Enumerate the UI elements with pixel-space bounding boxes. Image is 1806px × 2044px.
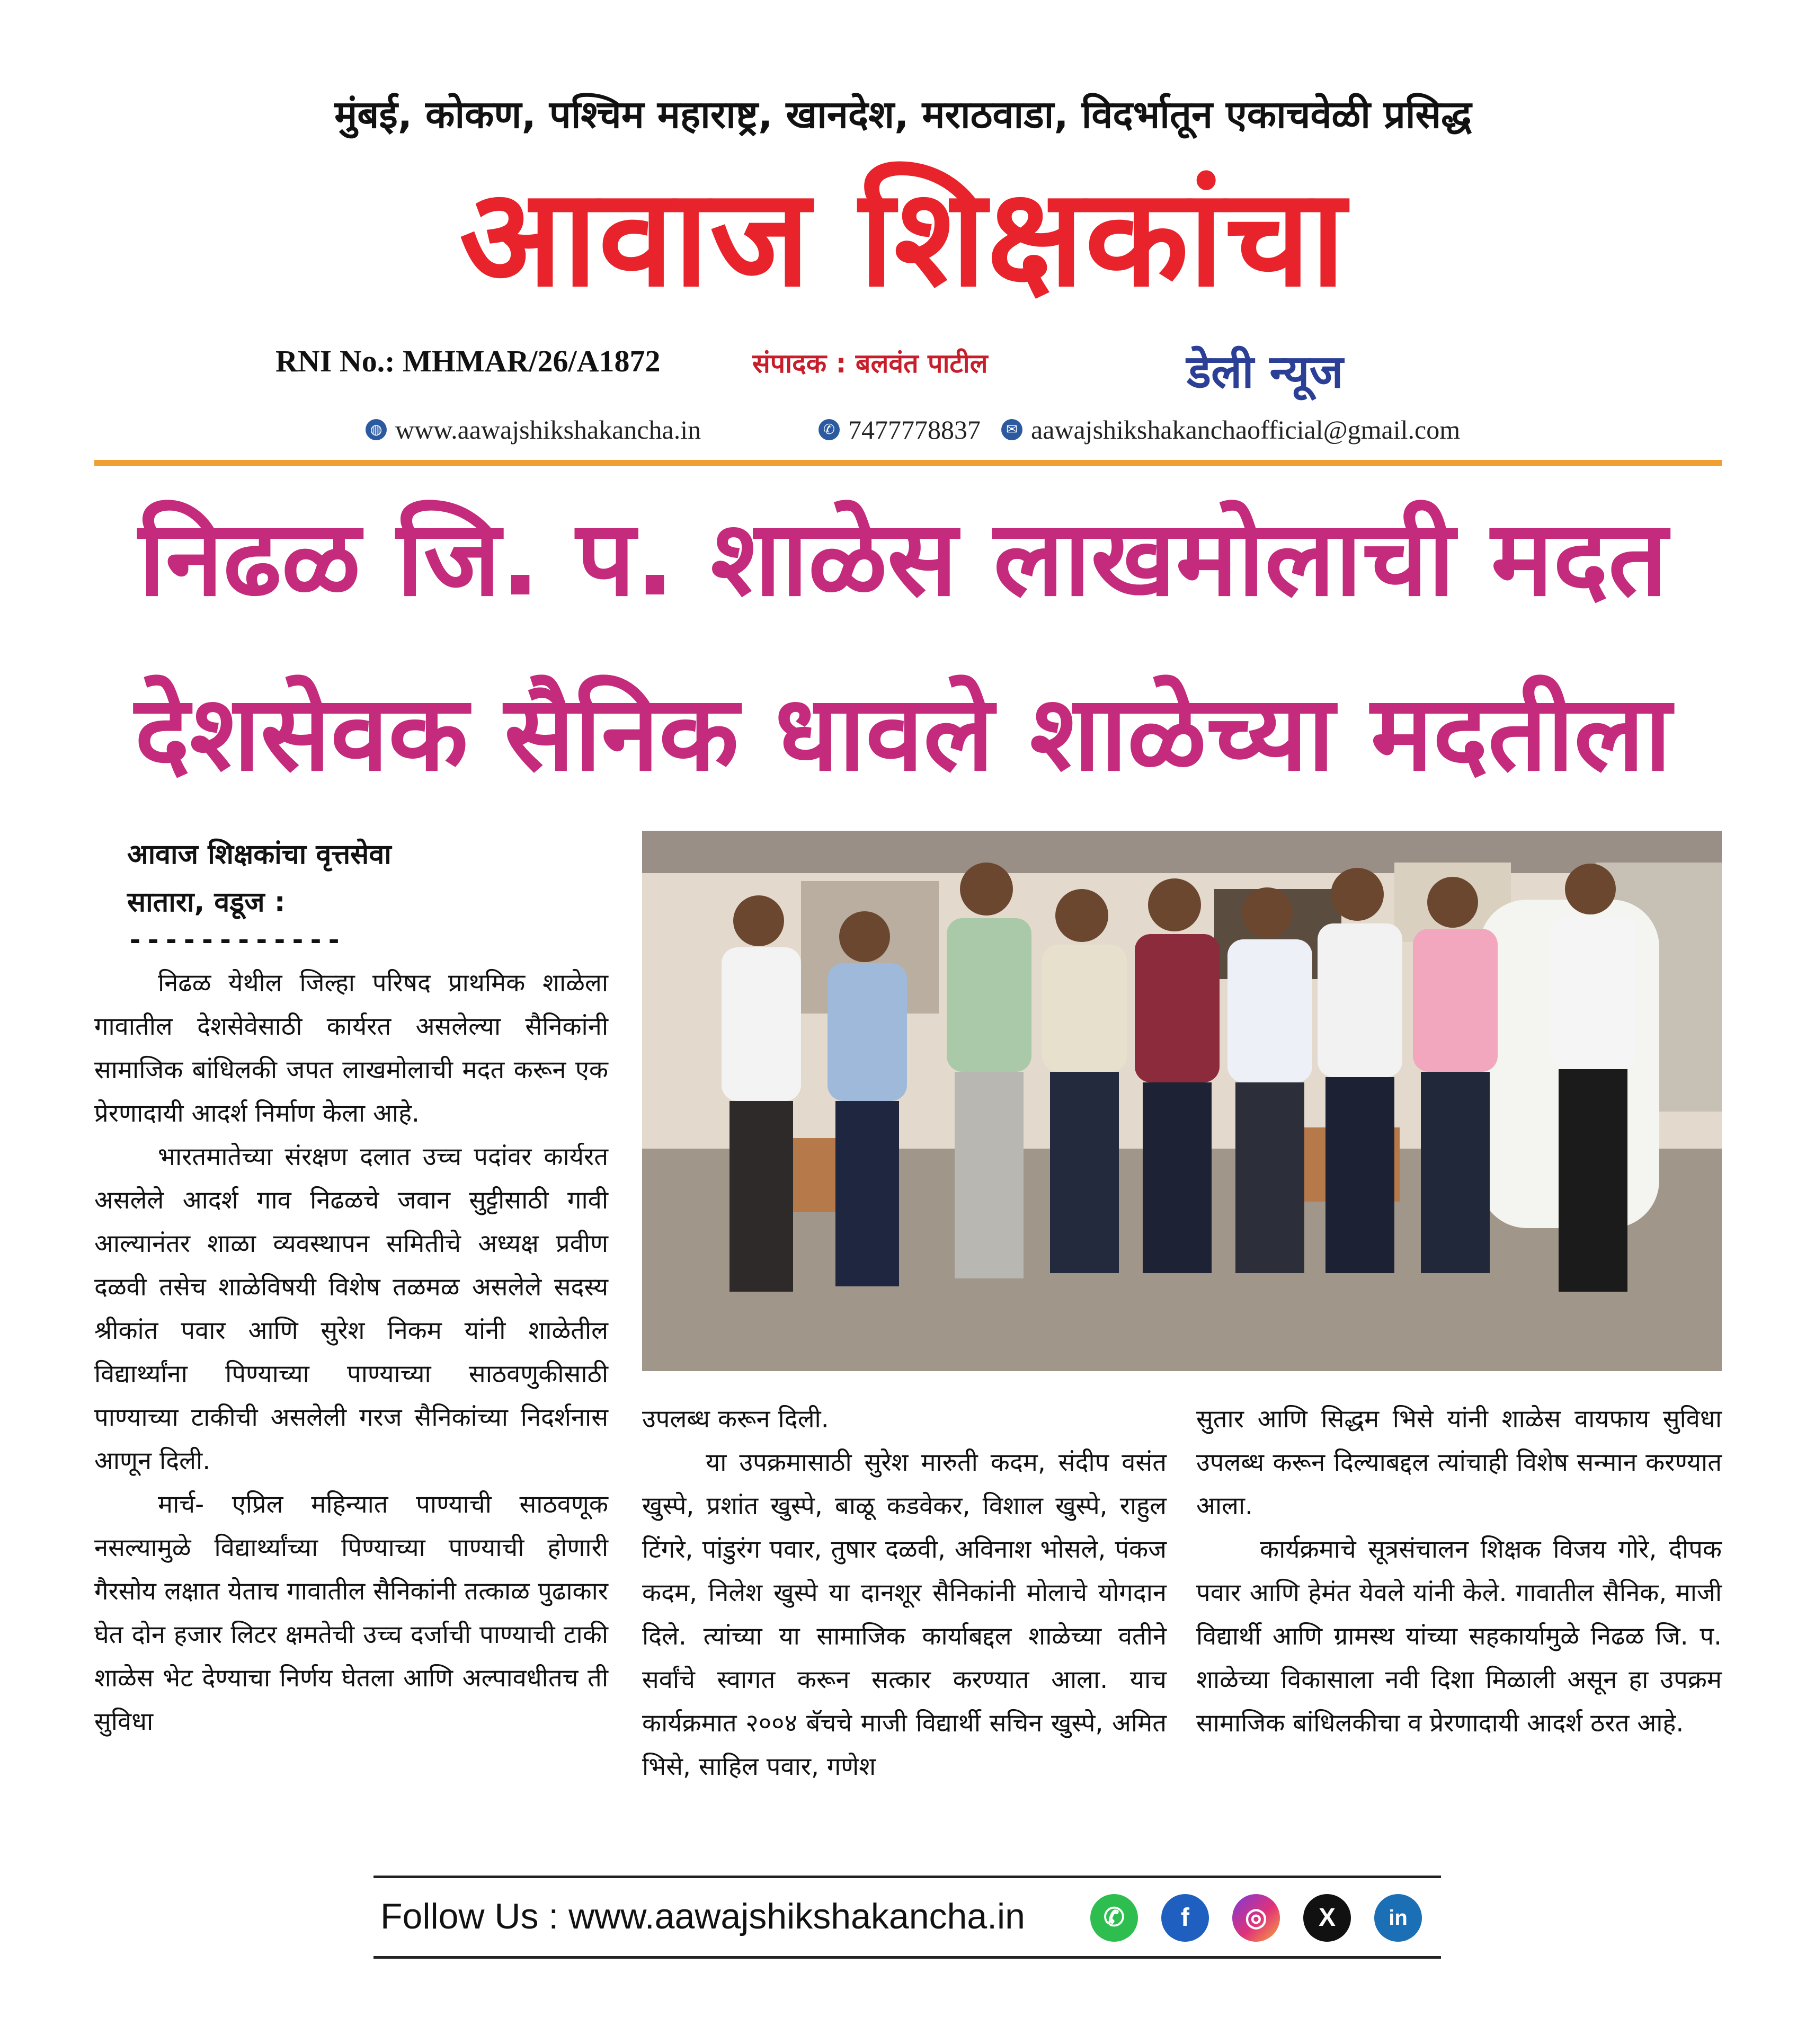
- whatsapp-icon[interactable]: ✆: [1090, 1894, 1138, 1942]
- phone-text: 7477778837: [848, 415, 981, 445]
- edition-label: डेली न्यूज: [1187, 345, 1344, 398]
- paragraph: या उपक्रमासाठी सुरेश मारुती कदम, संदीप वसंत खुस्पे, प्रशांत खुस्पे, बाळू कडवेकर, विशाल खुस्पे, राहुल टिंगरे, पांडुरंग पवार, तुषार दळवी, अविनाश भोसले, पंकज कदम, निलेश खुस्पे या दानशूर सैनिकांनी मोलाचे योगदान दिले. त्यांच्या या सामाजिक कार्याबद्दल शाळेच्या वतीने सर्वांचे स्वागत करून सत्कार करण्यात आला. याच कार्यक्रमात २००४ बॅचचे माजी विद्यार्थी सचिन खुस्पे, अमित भिसे, साहिल पवार, गणेश: [642, 1448, 1167, 1781]
- editor-name: संपादक : बलवंत पाटील: [752, 348, 988, 379]
- masthead-divider: [94, 460, 1722, 466]
- contact-website[interactable]: [366, 414, 701, 445]
- paragraph: कार्यक्रमाचे सूत्रसंचालन शिक्षक विजय गोरे, दीपक पवार आणि हेमंत येवले यांनी केले. गावातील सैनिक, माजी विद्यार्थी आणि ग्रामस्थ यांच्या सहकार्यामुळे निढळ जि. प. शाळेच्या विकासाला नवी दिशा मिळाली असून हा उपक्रम सामाजिक बांधिलकीचा व प्रेरणादायी आदर्श ठरत आहे.: [1196, 1535, 1722, 1738]
- paragraph: सुतार आणि सिद्धम भिसे यांनी शाळेस वायफाय सुविधा उपलब्ध करून दिल्याबद्दल त्यांचाही विशेष सन्मान करण्यात आला.: [1196, 1405, 1722, 1521]
- phone-icon: ✆: [819, 419, 840, 440]
- article-column-1: [94, 962, 608, 1744]
- linkedin-icon[interactable]: in: [1374, 1894, 1422, 1942]
- paragraph: उपलब्ध करून दिली.: [642, 1405, 829, 1434]
- footer-rule-bottom: [373, 1956, 1441, 1959]
- paragraph: निढळ येथील जिल्हा परिषद प्राथमिक शाळेला गावातील देशसेवेसाठी कार्यरत असलेल्या सैनिकांनी सामाजिक बांधिलकी जपत लाखमोलाची मदत करून एक प्रेरणादायी आदर्श निर्माण केला आहे.: [94, 968, 608, 1128]
- instagram-icon[interactable]: ◎: [1232, 1894, 1280, 1942]
- paragraph: मार्च- एप्रिल महिन्यात पाण्याची साठवणूक नसल्यामुळे विद्यार्थ्यांच्या पिण्याच्या पाण्याची होणारी गैरसोय लक्षात येताच गावातील सैनिकांनी तत्काळ पुढाकार घेत दोन हजार लिटर क्षमतेची उच्च दर्जाची पाण्याची टाकी शाळेस भेट देण्याचा निर्णय घेतला आणि अल्पावधीतच ती सुविधा: [94, 1490, 608, 1736]
- headline-line-2: देशसेवक सैनिक धावले शाळेच्या मदतीला: [135, 673, 1671, 794]
- article-column-3: [1196, 1398, 1722, 1745]
- website-text: www.aawajshikshakancha.in: [395, 415, 701, 445]
- byline-separator: ------------: [127, 925, 344, 955]
- article-column-2: [642, 1398, 1167, 1789]
- dateline-location: सातारा, वडूज :: [127, 886, 286, 918]
- follow-us-text[interactable]: Follow Us : www.aawajshikshakancha.in: [380, 1896, 1025, 1936]
- news-photo-illustration: [642, 831, 1722, 1371]
- x-icon[interactable]: X: [1303, 1894, 1351, 1942]
- byline: आवाज शिक्षकांचा वृत्तसेवा: [127, 839, 392, 870]
- contact-phone[interactable]: [819, 414, 981, 445]
- facebook-icon[interactable]: f: [1161, 1894, 1209, 1942]
- mail-icon: ✉: [1001, 419, 1022, 440]
- globe-icon: ◍: [366, 419, 387, 440]
- contact-email[interactable]: [1001, 414, 1460, 445]
- tagline: मुंबई, कोकण, पश्चिम महाराष्ट्र, खानदेश, मराठवाडा, विदर्भातून एकाचवेळी प्रसिद्ध: [334, 92, 1472, 137]
- headline-line-1: निढळ जि. प. शाळेस लाखमोलाची मदत: [138, 499, 1668, 619]
- footer-rule-top: [373, 1876, 1441, 1878]
- rni-number: RNI No.: MHMAR/26/A1872: [275, 344, 661, 378]
- newspaper-title: आवाज शिक्षकांचा: [459, 159, 1347, 317]
- email-text: aawajshikshakanchaofficial@gmail.com: [1031, 415, 1461, 445]
- news-photo: [642, 831, 1722, 1371]
- paragraph: भारतमातेच्या संरक्षण दलात उच्च पदांवर कार्यरत असलेले आदर्श गाव निढळचे जवान सुट्टीसाठी गावी आल्यानंतर शाळा व्यवस्थापन समितीचे अध्यक्ष प्रवीण दळवी तसेच शाळेविषयी विशेष तळमळ असलेले सदस्य श्रीकांत पवार आणि सुरेश निकम यांनी शाळेतील विद्यार्थ्यांना पिण्याच्या पाण्याच्या साठवणुकीसाठी पाण्याच्या टाकीची असलेली गरज सैनिकांच्या निदर्शनास आणून दिली.: [94, 1142, 608, 1476]
